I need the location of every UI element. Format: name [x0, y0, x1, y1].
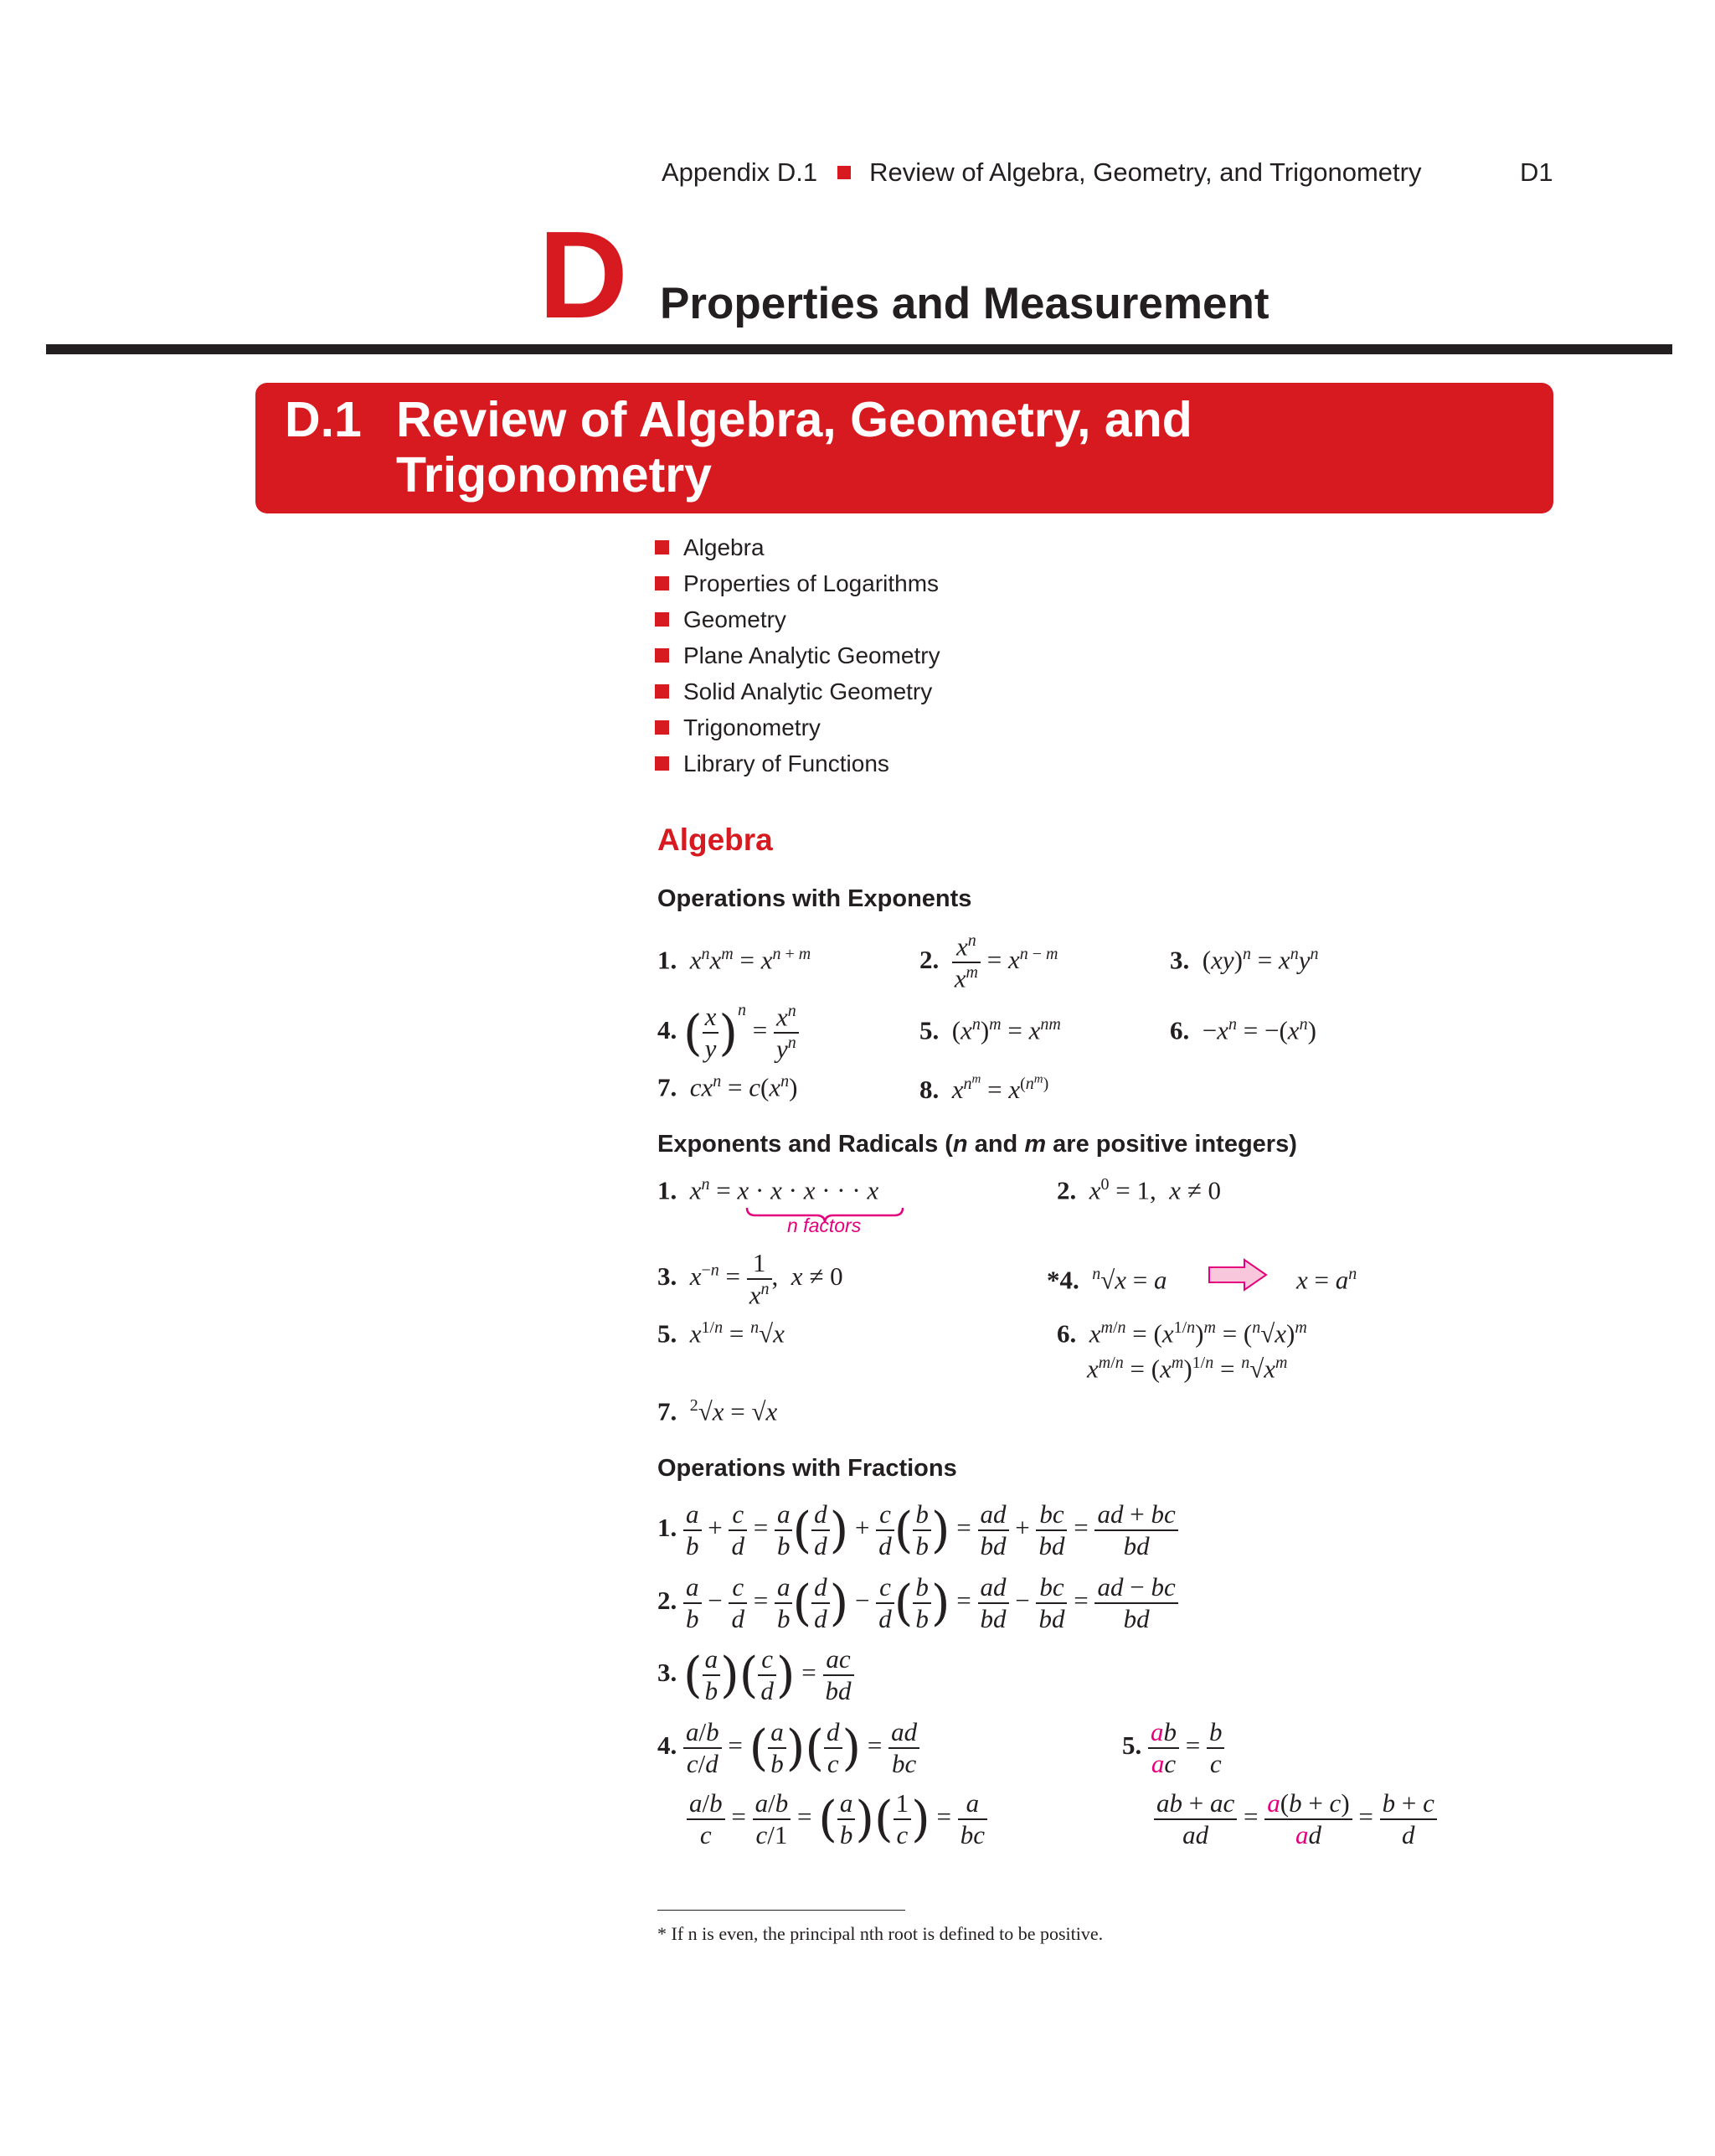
section-title-line1: Review of Algebra, Geometry, and: [396, 392, 1192, 447]
exp-rule-4: 4. ( $\frac{x}{y}$ )$^n$ = $\frac{x^n}{y^n}$: [657, 1001, 799, 1064]
fractions-heading: Operations with Fractions: [657, 1455, 957, 1482]
section-title-line2: Trigonometry: [396, 447, 712, 503]
frac-rule-5a: 5. $\frac{ab}{ac}$ = $\frac{b}{c}$: [1122, 1717, 1224, 1778]
running-section: Appendix D.1: [662, 157, 818, 187]
toc-item[interactable]: Plane Analytic Geometry: [655, 637, 940, 673]
toc-item[interactable]: Solid Analytic Geometry: [655, 673, 940, 709]
frac-rule-3: 3. ( $\frac{a}{b}$ )( $\frac{c}{d}$ ) = $\frac{ac}{bd}$: [657, 1644, 854, 1705]
exponents-heading: Operations with Exponents: [657, 885, 972, 912]
algebra-heading: Algebra: [657, 823, 773, 857]
section-toc: [655, 529, 940, 781]
chapter-letter: D: [538, 206, 628, 344]
square-bullet-icon: [655, 612, 669, 627]
exp-rule-3: 3. $(xy)^n = x^ny^n$: [1170, 945, 1319, 975]
frac-rule-4a: 4. $\frac{a/b}{c/d}$ = ( $\frac{a}{b}$ )( $\frac{d}{c}$ ) = $\frac{ad}{bc}$: [657, 1717, 919, 1778]
chapter-rule: [46, 344, 1672, 354]
toc-item[interactable]: Properties of Logarithms: [655, 565, 940, 601]
square-bullet-icon: [655, 684, 669, 699]
page-number: D1: [1520, 157, 1553, 187]
frac-rule-1: 1. $\frac{a}{b}$ + $\frac{c}{d}$ = $\frac{a}{b}$ ( $\frac{d}{d}$ ) + $\frac{c}{d}$ ( $\frac{b}{b}$ ) = $\frac{ad}{bd}$ + $\frac{bc}{bd}$ = $\frac{ad + bc}{bd}$: [657, 1499, 1178, 1560]
rad-rule-2: 2. $x^0 = 1$, x ≠ 0: [1057, 1175, 1222, 1205]
rad-rule-5: 5. $x^{1/n} = ^n√x$: [657, 1318, 785, 1349]
footnote-rule: [657, 1910, 905, 1911]
radicals-heading: Exponents and Radicals (n and m are positive integers): [657, 1131, 1297, 1158]
rad-rule-7: 7. $^2$√x = √x: [657, 1396, 778, 1426]
rad-rule-6a: 6. $x^{m/n} = (x^{1/n})^m = (^n√x)^m$: [1057, 1318, 1307, 1349]
square-bullet-icon: [655, 576, 669, 591]
chapter-title: Properties and Measurement: [660, 279, 1270, 328]
square-bullet-icon: [655, 756, 669, 771]
rad-rule-3: 3. $x^{-n}$ = $\frac{1}{x^n}$ , x ≠ 0: [657, 1248, 843, 1309]
rad-rule-4: *4. $^n$√x = a: [1047, 1265, 1167, 1295]
square-bullet-icon: [655, 720, 669, 735]
toc-item[interactable]: Geometry: [655, 601, 940, 637]
running-title: Review of Algebra, Geometry, and Trigonometry: [869, 157, 1422, 187]
exp-rule-7: 7. $cx^n = c(x^n)$: [657, 1072, 798, 1102]
running-header: [662, 157, 1421, 188]
rad-rule-4-result: $x = a^n$: [1296, 1265, 1357, 1295]
section-banner: [255, 383, 1553, 513]
section-number: D.1: [285, 392, 362, 447]
square-bullet-icon: [655, 540, 669, 554]
rad-rule-1: 1. $x^n = x \cdot x \cdot x$ · · · x: [657, 1175, 879, 1205]
frac-rule-2: 2. $\frac{a}{b}$ − $\frac{c}{d}$ = $\frac{a}{b}$ ( $\frac{d}{d}$ ) − $\frac{c}{d}$ ( $\frac{b}{b}$ ) = $\frac{ad}{bd}$ − $\frac{bc}{bd}$ = $\frac{ad - bc}{bd}$: [657, 1572, 1178, 1633]
toc-item[interactable]: Trigonometry: [655, 709, 940, 745]
exp-rule-8: 8. $x^{n^m} = x^{(n^m)}$: [919, 1072, 1049, 1104]
exp-rule-1: 1. $x^nx^m = x^{n + m}$: [657, 945, 811, 975]
exp-rule-5: 5. $(x^n)^m = x^{nm}$: [919, 1015, 1061, 1045]
footnote: * If n is even, the principal nth root is defined to be positive.: [657, 1923, 1104, 1944]
exp-rule-2: 2. $\frac{x^n}{x^m}$ = $x^{n - m}$: [919, 931, 1058, 993]
frac-rule-5b: $\frac{ab + ac}{ad}$ = $\frac{a(b + c)}{ad}$ = $\frac{b + c}{d}$: [1154, 1788, 1437, 1849]
n-factors-label: n factors: [787, 1215, 862, 1236]
square-bullet-icon: [837, 166, 851, 179]
square-bullet-icon: [655, 648, 669, 663]
implies-arrow-icon: [1208, 1258, 1268, 1292]
toc-item[interactable]: Algebra: [655, 529, 940, 565]
toc-item[interactable]: Library of Functions: [655, 745, 940, 781]
exp-rule-6: 6. $-x^n = -(x^n)$: [1170, 1015, 1316, 1045]
frac-rule-4b: $\frac{a/b}{c}$ = $\frac{a/b}{c/1}$ = ( $\frac{a}{b}$ )( $\frac{1}{c}$ ) = $\frac{a}{bc}$: [687, 1788, 987, 1849]
rad-rule-6b: $x^{m/n} = (x^m)^{1/n} = ^n√x^m$: [1087, 1354, 1288, 1384]
